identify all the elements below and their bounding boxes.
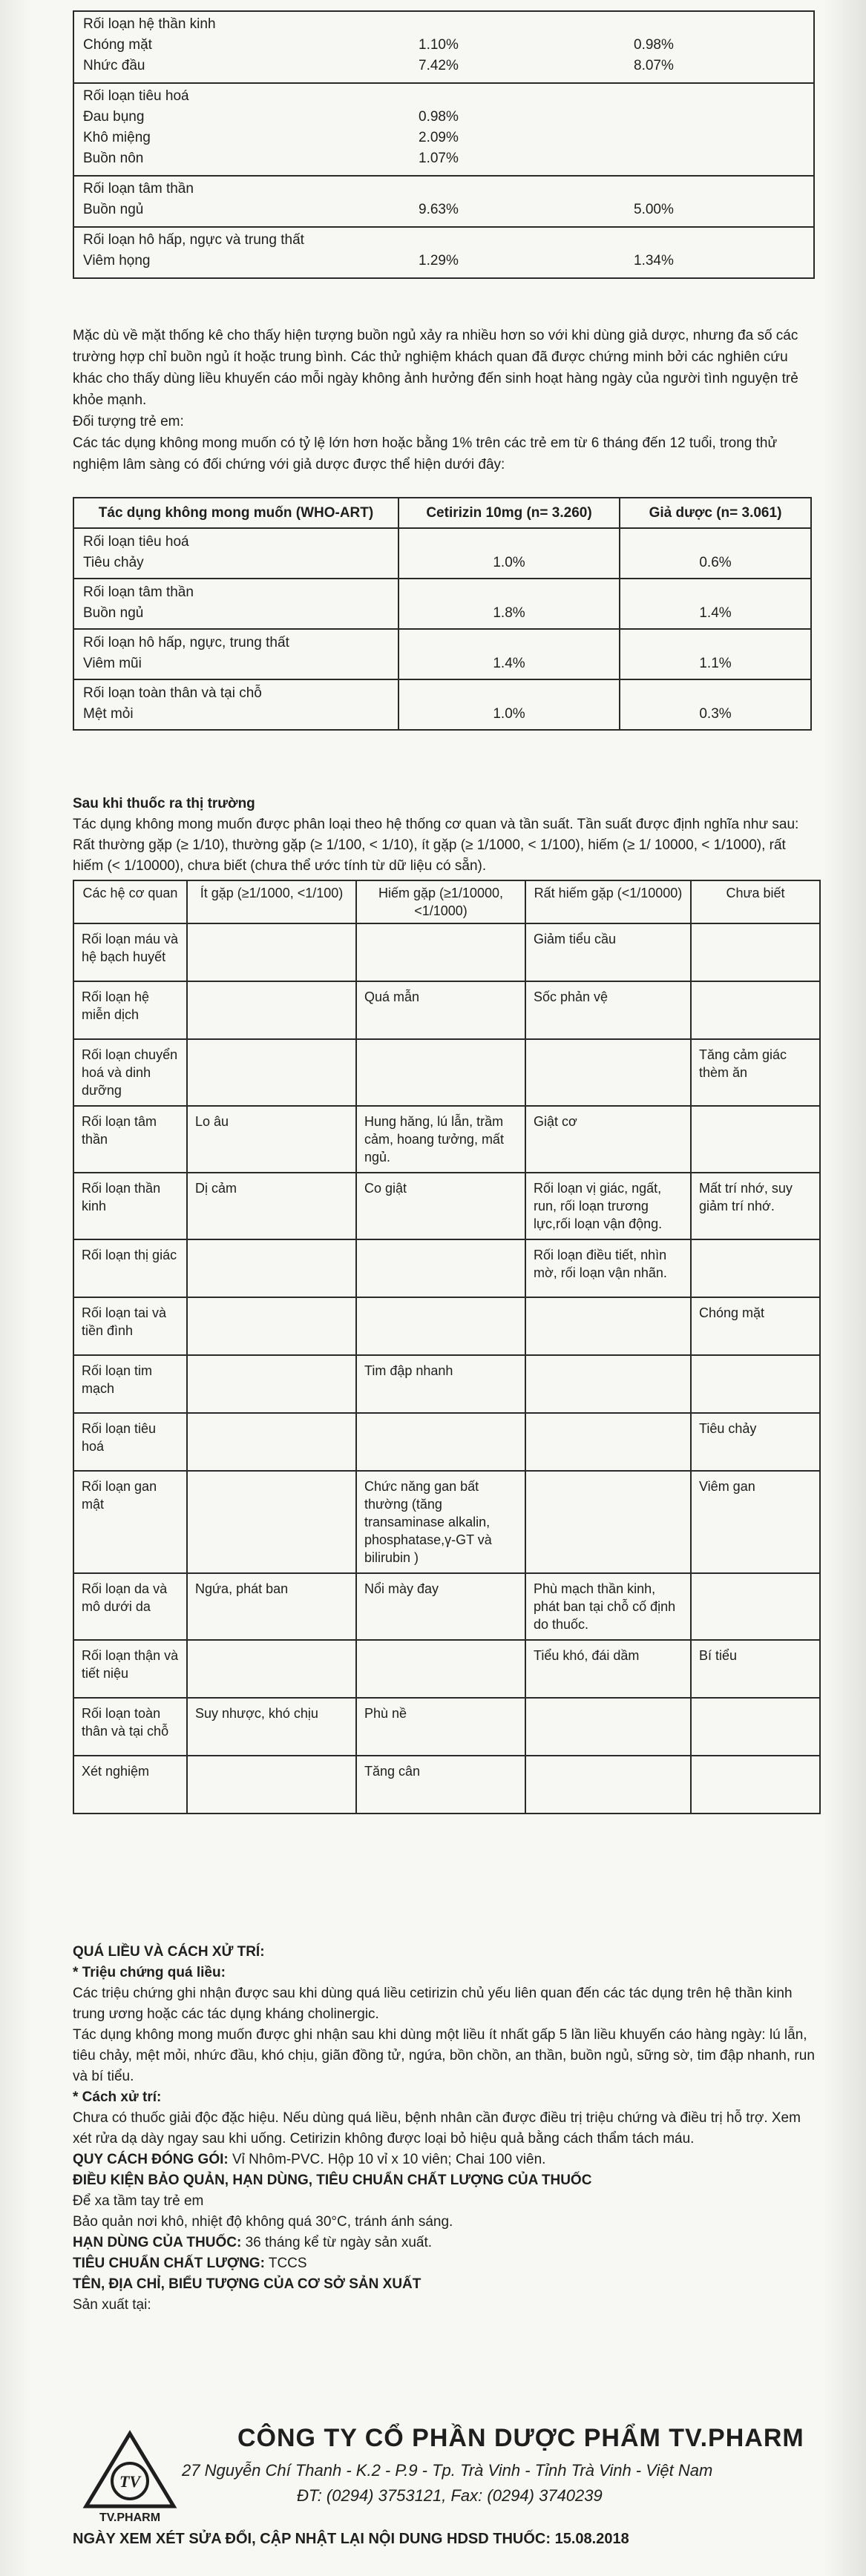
post-row bbox=[73, 1640, 820, 1698]
post-row bbox=[73, 1355, 820, 1413]
very-rare-effect: Phù mạch thần kinh, phát ban tại chỗ cố định do thuốc. bbox=[525, 1573, 691, 1640]
unknown-effect: Bí tiểu bbox=[691, 1640, 820, 1698]
children-group: Rối loạn tiêu hoá bbox=[83, 534, 189, 550]
very-rare-effect: Rối loạn điều tiết, nhìn mờ, rối loạn vận nhãn. bbox=[525, 1239, 691, 1297]
rare-effect: Co giật bbox=[356, 1173, 525, 1239]
effect-name: Buồn nôn bbox=[83, 151, 144, 166]
effect-rate bbox=[634, 148, 804, 169]
very-rare-effect: Giảm tiểu cầu bbox=[525, 923, 691, 981]
rare-effect bbox=[356, 1297, 525, 1355]
adult-group-row bbox=[73, 11, 814, 83]
children-effect: Tiêu chảy bbox=[83, 555, 144, 570]
very-rare-effect: Tiểu khó, đái dầm bbox=[525, 1640, 691, 1698]
adult-group-header: Rối loạn hệ thần kinh bbox=[83, 16, 216, 32]
rare-effect bbox=[356, 1039, 525, 1106]
tvpharm-logo bbox=[82, 2429, 178, 2526]
effect-rate: 7.42% bbox=[419, 58, 459, 73]
standard-label: TIÊU CHUẨN CHẤT LƯỢNG: bbox=[73, 2256, 265, 2271]
effect-rate bbox=[634, 107, 804, 128]
standard-line bbox=[73, 2253, 815, 2274]
children-text: Các tác dụng không mong muốn có tỷ lệ lớn hơn hoặc bằng 1% trên các trẻ em từ 6 tháng đến 12 tuổi, trong thử nghiệm lâm sàng có đối chứng với giả dược được thể hiện dưới đây: bbox=[73, 435, 778, 472]
very-rare-effect: Sốc phản vệ bbox=[525, 981, 691, 1039]
unknown-effect: Tăng cảm giác thèm ăn bbox=[691, 1039, 820, 1106]
children-effect: Buồn ngủ bbox=[83, 605, 144, 621]
effect-name: Nhức đầu bbox=[83, 58, 145, 73]
very-rare-effect: Rối loạn vị giác, ngất, run, rối loạn trương lực,rối loạn vận động. bbox=[525, 1173, 691, 1239]
rare-effect bbox=[356, 1640, 525, 1698]
uncommon-effect bbox=[187, 1039, 356, 1106]
unknown-effect bbox=[691, 1573, 820, 1640]
rare-effect bbox=[356, 923, 525, 981]
effect-rate: 1.34% bbox=[634, 253, 674, 269]
organ-system: Rối loạn gan mật bbox=[73, 1471, 187, 1573]
children-adverse-table bbox=[73, 497, 812, 731]
unknown-effect bbox=[691, 981, 820, 1039]
organ-system: Rối loạn thận và tiết niệu bbox=[73, 1640, 187, 1698]
company-name: CÔNG TY CỔ PHẦN DƯỢC PHẨM TV.PHARM bbox=[237, 2424, 804, 2452]
children-effect: Viêm mũi bbox=[83, 656, 142, 671]
overdose-title: QUÁ LIỀU VÀ CÁCH XỬ TRÍ: bbox=[73, 1944, 265, 1960]
children-group: Rối loạn tâm thần bbox=[83, 584, 194, 600]
rare-effect bbox=[356, 1239, 525, 1297]
shelf-text: 36 tháng kể từ ngày sản xuất. bbox=[245, 2235, 433, 2250]
organ-system: Rối loạn thị giác bbox=[73, 1239, 187, 1297]
effect-rate: 1.10% bbox=[419, 37, 459, 53]
children-placebo-rate: 0.3% bbox=[620, 679, 811, 730]
packaging-text: Vỉ Nhôm-PVC. Hộp 10 vỉ x 10 viên; Chai 100 viên. bbox=[232, 2152, 546, 2167]
adult-effect-row bbox=[83, 251, 804, 271]
post-row bbox=[73, 981, 820, 1039]
uncommon-effect: Ngứa, phát ban bbox=[187, 1573, 356, 1640]
children-group: Rối loạn toàn thân và tại chỗ bbox=[83, 685, 262, 701]
post-row bbox=[73, 1471, 820, 1573]
organ-system: Rối loạn chuyển hoá và dinh dưỡng bbox=[73, 1039, 187, 1106]
uncommon-effect bbox=[187, 1471, 356, 1573]
post-row bbox=[73, 1106, 820, 1173]
children-row bbox=[73, 528, 811, 579]
svg-text:TV.PHARM: TV.PHARM bbox=[99, 2511, 161, 2524]
post-col-rare: Hiếm gặp (≥1/10000, <1/1000) bbox=[356, 880, 525, 923]
children-cetirizin-rate: 1.0% bbox=[398, 679, 620, 730]
packaging-label: QUY CÁCH ĐÓNG GÓI: bbox=[73, 2152, 229, 2167]
effect-rate: 0.98% bbox=[634, 37, 674, 53]
uncommon-effect bbox=[187, 1297, 356, 1355]
maker-title: TÊN, ĐỊA CHỈ, BIỂU TƯỢNG CỦA CƠ SỞ SẢN XUẤT bbox=[73, 2276, 421, 2292]
unknown-effect bbox=[691, 1756, 820, 1814]
effect-rate: 5.00% bbox=[634, 202, 674, 217]
post-row bbox=[73, 1413, 820, 1471]
effect-name: Buồn ngủ bbox=[83, 202, 144, 217]
adult-effect-row bbox=[83, 56, 804, 76]
revision-date: NGÀY XEM XÉT SỬA ĐỔI, CẬP NHẬT LẠI NỘI DUNG HDSD THUỐC: 15.08.2018 bbox=[73, 2531, 629, 2547]
rare-effect: Tim đập nhanh bbox=[356, 1355, 525, 1413]
post-row bbox=[73, 1756, 820, 1814]
very-rare-effect bbox=[525, 1471, 691, 1573]
standard-text: TCCS bbox=[268, 2256, 307, 2271]
packaging-line bbox=[73, 2150, 815, 2170]
adult-group-header: Rối loạn tiêu hoá bbox=[83, 88, 189, 104]
rare-effect: Hung hăng, lú lẫn, trầm cảm, hoang tưởng, mất ngủ. bbox=[356, 1106, 525, 1173]
effect-rate: 1.29% bbox=[419, 253, 459, 269]
shelf-line bbox=[73, 2233, 815, 2253]
children-cetirizin-rate: 1.8% bbox=[398, 579, 620, 629]
post-row bbox=[73, 1039, 820, 1106]
children-cetirizin-rate: 1.0% bbox=[398, 528, 620, 579]
post-col-unknown: Chưa biết bbox=[691, 880, 820, 923]
overdose-symptoms-label: * Triệu chứng quá liều: bbox=[73, 1965, 226, 1980]
effect-rate: 0.98% bbox=[419, 109, 459, 125]
children-cetirizin-rate: 1.4% bbox=[398, 629, 620, 679]
rare-effect: Nổi mày đay bbox=[356, 1573, 525, 1640]
company-address: 27 Nguyễn Chí Thanh - K.2 - P.9 - Tp. Trà Vinh - Tỉnh Trà Vinh - Việt Nam bbox=[182, 2461, 713, 2480]
unknown-effect: Chóng mặt bbox=[691, 1297, 820, 1355]
company-phone: ĐT: (0294) 3753121, Fax: (0294) 3740239 bbox=[297, 2486, 603, 2505]
overdose-treatment-label: * Cách xử trí: bbox=[73, 2089, 162, 2105]
effect-name: Viêm họng bbox=[83, 253, 151, 269]
adult-effect-row bbox=[83, 107, 804, 128]
uncommon-effect: Suy nhược, khó chịu bbox=[187, 1698, 356, 1756]
rare-effect: Chức năng gan bất thường (tăng transaminase alkalin, phosphatase,γ-GT và bilirubin ) bbox=[356, 1471, 525, 1573]
adult-effect-row bbox=[83, 148, 804, 169]
unknown-effect bbox=[691, 1698, 820, 1756]
somnolence-text: Mặc dù về mặt thống kê cho thấy hiện tượng buồn ngủ xảy ra nhiều hơn so với khi dùng giả dược, nhưng đa số các trường hợp chỉ buồn ngủ ít hoặc trung bình. Các thử nghiệm khách quan đã được chứng minh bởi các nghiên cứu khác cho thấy dùng liều khuyến cáo mỗi ngày không ảnh hưởng đến sinh hoạt hàng ngày của người tình nguyện trẻ khỏe mạnh. bbox=[73, 328, 798, 408]
post-marketing-table bbox=[73, 880, 821, 1814]
effect-rate: 1.07% bbox=[419, 151, 459, 166]
effect-rate: 8.07% bbox=[634, 58, 674, 73]
uncommon-effect bbox=[187, 1640, 356, 1698]
post-row bbox=[73, 1297, 820, 1355]
post-row bbox=[73, 1173, 820, 1239]
overdose-treatment-text: Chưa có thuốc giải độc đặc hiệu. Nếu dùng quá liều, bệnh nhân cần được điều trị triệu chứng và điều trị hỗ trợ. Xem xét rửa dạ dày ngay sau khi uống. Cetirizin không được loại bỏ hiệu quả bằng cách thẩm tách máu. bbox=[73, 2110, 801, 2147]
rare-effect bbox=[356, 1413, 525, 1471]
post-marketing-text: Tác dụng không mong muốn được phân loại theo hệ thống cơ quan và tần suất. Tần suất được định nghĩa như sau: Rất thường gặp (≥ 1/10), thường gặp (≥ 1/100, < 1/10), ít gặp (≥ 1/1000, < 1/100), hiếm (≥ 1/ 10000, < 1/1000), rất hiếm (< 1/10000), chưa biết (chưa thể ước tính từ dữ liệu có sẵn). bbox=[73, 817, 799, 874]
post-row bbox=[73, 1239, 820, 1297]
post-col-organ: Các hệ cơ quan bbox=[73, 880, 187, 923]
children-col-effect: Tác dụng không mong muốn (WHO-ART) bbox=[73, 498, 398, 528]
unknown-effect bbox=[691, 1355, 820, 1413]
storage-line-2: Bảo quản nơi khô, nhiệt độ không quá 30°C, tránh ánh sáng. bbox=[73, 2214, 453, 2230]
children-row bbox=[73, 579, 811, 629]
unknown-effect: Tiêu chảy bbox=[691, 1413, 820, 1471]
overdose-symptoms-2: Tác dụng không mong muốn được ghi nhận sau khi dùng một liều ít nhất gấp 5 lần liều khuyến cáo hàng ngày: lú lẫn, tiêu chảy, mệt mỏi, nhức đầu, khó chịu, giãn đồng tử, ngứa, bồn chồn, an thần, buồn ngủ, sững sờ, tim đập nhanh, run và bí tiểu. bbox=[73, 2027, 815, 2084]
children-group: Rối loạn hô hấp, ngực, trung thất bbox=[83, 635, 289, 650]
very-rare-effect: Giật cơ bbox=[525, 1106, 691, 1173]
effect-name: Đau bụng bbox=[83, 109, 145, 125]
uncommon-effect bbox=[187, 1413, 356, 1471]
effect-rate bbox=[634, 128, 804, 148]
unknown-effect: Mất trí nhớ, suy giảm trí nhớ. bbox=[691, 1173, 820, 1239]
adult-group-row bbox=[73, 227, 814, 278]
children-placebo-rate: 0.6% bbox=[620, 528, 811, 579]
children-row bbox=[73, 679, 811, 730]
somnolence-paragraph bbox=[73, 325, 815, 475]
uncommon-effect: Dị cảm bbox=[187, 1173, 356, 1239]
uncommon-effect bbox=[187, 1355, 356, 1413]
rare-effect: Phù nề bbox=[356, 1698, 525, 1756]
very-rare-effect bbox=[525, 1039, 691, 1106]
adverse-effects-adult-table bbox=[73, 10, 815, 279]
overdose-symptoms-1: Các triệu chứng ghi nhận được sau khi dùng quá liều cetirizin chủ yếu liên quan đến các tác dụng trên hệ thần kinh trung ương hoặc các tác dụng kháng cholinergic. bbox=[73, 1986, 793, 2022]
very-rare-effect bbox=[525, 1413, 691, 1471]
children-row bbox=[73, 629, 811, 679]
adult-effect-row bbox=[83, 200, 804, 220]
adult-effect-row bbox=[83, 128, 804, 148]
post-marketing-title: Sau khi thuốc ra thị trường bbox=[73, 796, 255, 811]
very-rare-effect bbox=[525, 1355, 691, 1413]
children-placebo-rate: 1.4% bbox=[620, 579, 811, 629]
organ-system: Rối loạn thần kinh bbox=[73, 1173, 187, 1239]
adult-effect-row bbox=[83, 35, 804, 56]
organ-system: Rối loạn toàn thân và tại chỗ bbox=[73, 1698, 187, 1756]
shelf-label: HẠN DÙNG CỦA THUỐC: bbox=[73, 2235, 242, 2250]
unknown-effect bbox=[691, 1106, 820, 1173]
unknown-effect: Viêm gan bbox=[691, 1471, 820, 1573]
made-at-label: Sản xuất tại: bbox=[73, 2297, 151, 2313]
organ-system: Rối loạn tai và tiền đình bbox=[73, 1297, 187, 1355]
svg-text:TV: TV bbox=[119, 2472, 141, 2491]
organ-system: Rối loạn da và mô dưới da bbox=[73, 1573, 187, 1640]
unknown-effect bbox=[691, 923, 820, 981]
adult-group-row bbox=[73, 176, 814, 227]
adult-group-header: Rối loạn tâm thần bbox=[83, 181, 194, 197]
post-col-uncommon: Ít gặp (≥1/1000, <1/100) bbox=[187, 880, 356, 923]
organ-system: Rối loạn tiêu hoá bbox=[73, 1413, 187, 1471]
post-col-very-rare: Rất hiếm gặp (<1/10000) bbox=[525, 880, 691, 923]
post-row bbox=[73, 1573, 820, 1640]
organ-system: Xét nghiệm bbox=[73, 1756, 187, 1814]
effect-rate: 2.09% bbox=[419, 130, 459, 145]
organ-system: Rối loạn hệ miễn dịch bbox=[73, 981, 187, 1039]
adult-group-header: Rối loạn hô hấp, ngực và trung thất bbox=[83, 232, 304, 248]
uncommon-effect bbox=[187, 1239, 356, 1297]
uncommon-effect bbox=[187, 923, 356, 981]
overdose-section bbox=[73, 1942, 815, 2316]
uncommon-effect bbox=[187, 1756, 356, 1814]
effect-rate: 9.63% bbox=[419, 202, 459, 217]
storage-line-1: Để xa tầm tay trẻ em bbox=[73, 2193, 204, 2209]
unknown-effect bbox=[691, 1239, 820, 1297]
rare-effect: Quá mẫn bbox=[356, 981, 525, 1039]
children-col-cetirizin: Cetirizin 10mg (n= 3.260) bbox=[398, 498, 620, 528]
adult-group-row bbox=[73, 83, 814, 176]
organ-system: Rối loạn tim mạch bbox=[73, 1355, 187, 1413]
storage-title: ĐIỀU KIỆN BẢO QUẢN, HẠN DÙNG, TIÊU CHUẨN CHẤT LƯỢNG CỦA THUỐC bbox=[73, 2173, 592, 2188]
very-rare-effect bbox=[525, 1297, 691, 1355]
post-row bbox=[73, 1698, 820, 1756]
children-effect: Mệt mỏi bbox=[83, 706, 134, 722]
very-rare-effect bbox=[525, 1756, 691, 1814]
post-row bbox=[73, 923, 820, 981]
effect-name: Khô miệng bbox=[83, 130, 151, 145]
uncommon-effect: Lo âu bbox=[187, 1106, 356, 1173]
organ-system: Rối loạn tâm thần bbox=[73, 1106, 187, 1173]
post-marketing-section bbox=[73, 794, 815, 877]
uncommon-effect bbox=[187, 981, 356, 1039]
organ-system: Rối loạn máu và hệ bạch huyết bbox=[73, 923, 187, 981]
effect-name: Chóng mặt bbox=[83, 37, 152, 53]
children-col-placebo: Giả dược (n= 3.061) bbox=[620, 498, 811, 528]
children-label: Đối tượng trẻ em: bbox=[73, 414, 184, 429]
very-rare-effect bbox=[525, 1698, 691, 1756]
children-placebo-rate: 1.1% bbox=[620, 629, 811, 679]
rare-effect: Tăng cân bbox=[356, 1756, 525, 1814]
